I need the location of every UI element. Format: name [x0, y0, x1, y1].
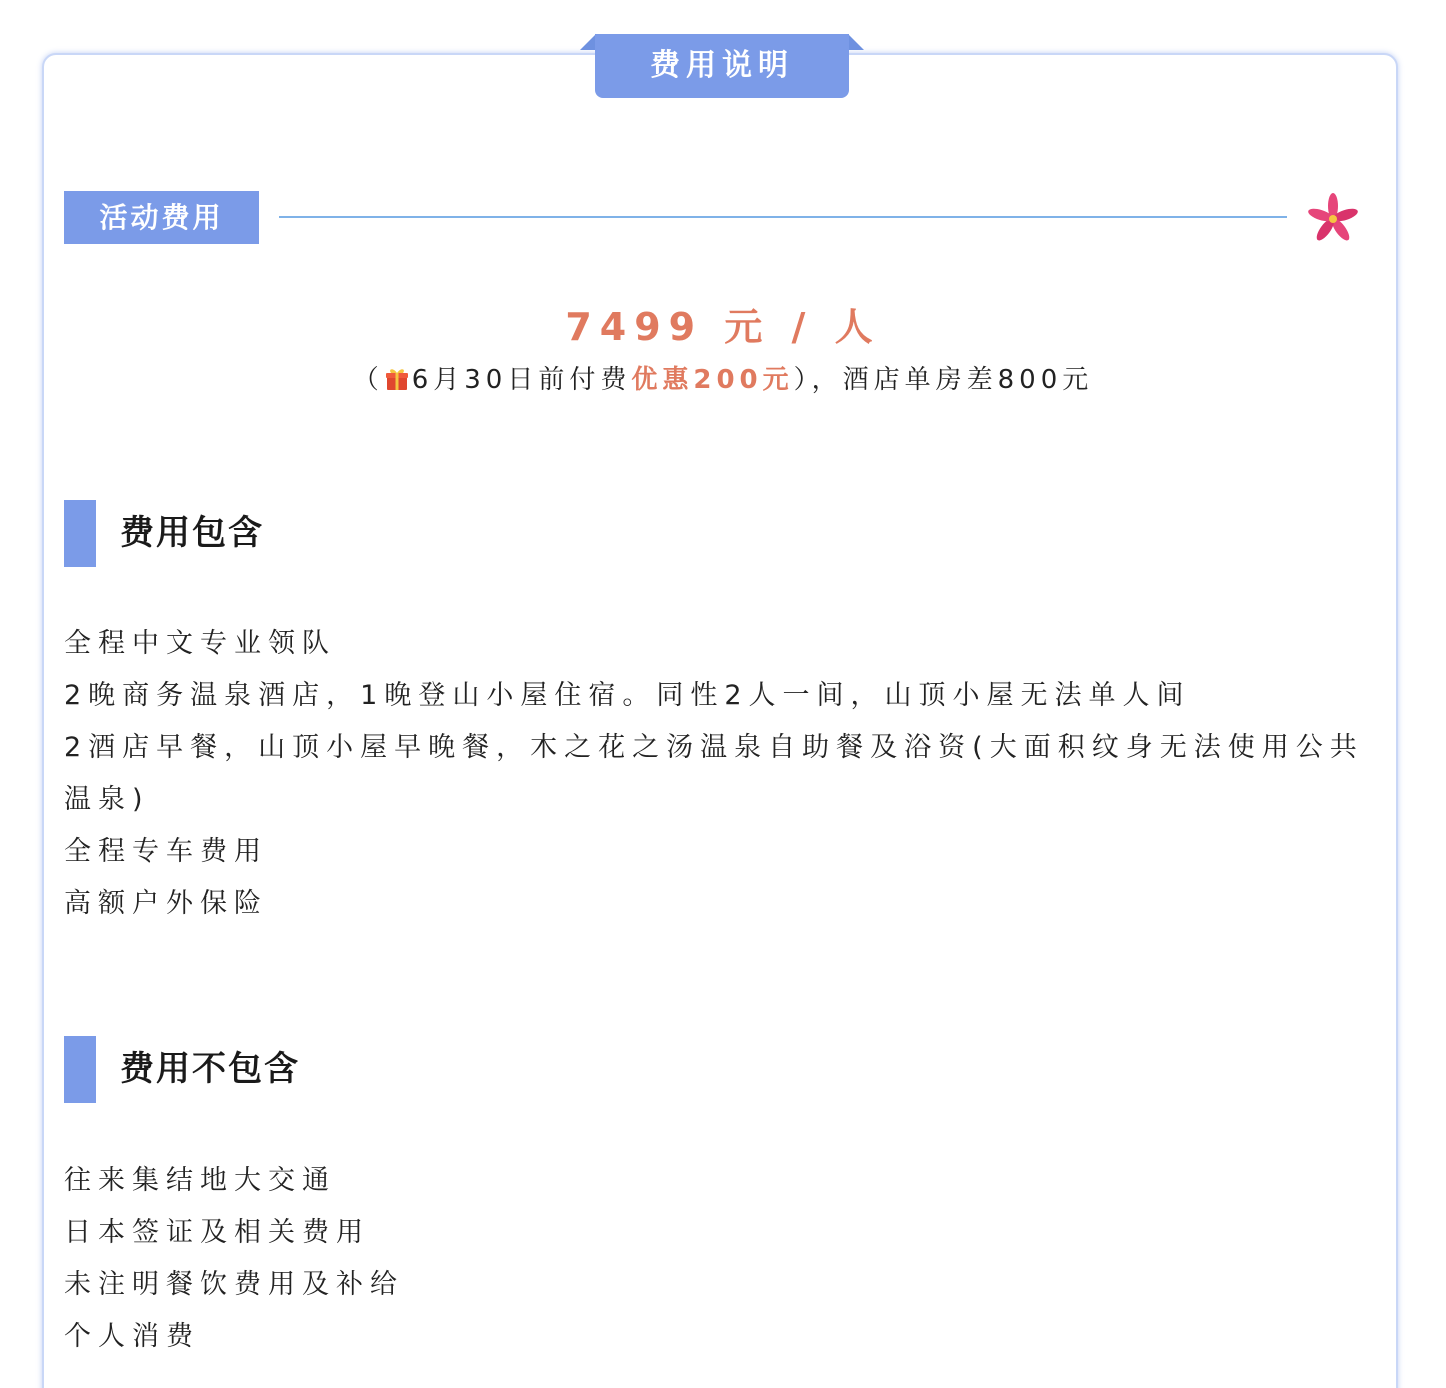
price-note: [0, 359, 1446, 396]
included-list: [64, 618, 1374, 930]
tab-ear-right: [848, 34, 864, 50]
section-divider: [279, 216, 1287, 218]
list-item: 全程专车费用: [64, 836, 268, 867]
included-section-bar: [64, 500, 96, 567]
excluded-section-bar: [64, 1036, 96, 1103]
flower-icon: [1306, 192, 1360, 246]
note-discount: 优惠200元: [631, 365, 794, 395]
list-item: 全程中文专业领队: [64, 628, 336, 659]
excluded-section-title: 费用不包含: [120, 1049, 300, 1089]
list-item: 高额户外保险: [64, 888, 268, 919]
note-date: 6月30日前付费: [411, 365, 632, 395]
list-item: 日本签证及相关费用: [64, 1217, 370, 1248]
price-per-person: 7499 元 / 人: [565, 305, 881, 349]
note-suffix: ），酒店单房差800元: [793, 365, 1094, 395]
list-item: 往来集结地大交通: [64, 1165, 336, 1196]
header-title: 费用说明: [595, 34, 849, 98]
excluded-list: [64, 1155, 1374, 1363]
activity-fee-label: 活动费用: [64, 191, 259, 244]
list-item: 个人消费: [64, 1321, 200, 1352]
tab-ear-left: [580, 34, 596, 50]
gift-icon: [384, 366, 410, 392]
list-item: 未注明餐饮费用及补给: [64, 1269, 404, 1300]
note-prefix: （: [352, 365, 384, 395]
header-tab: [580, 34, 864, 98]
list-item: 2晚商务温泉酒店，1晚登山小屋住宿。同性2人一间，山顶小屋无法单人间: [64, 680, 1191, 711]
included-section-title: 费用包含: [120, 513, 264, 553]
list-item: 2酒店早餐，山顶小屋早晚餐，木之花之汤温泉自助餐及浴资(大面积纹身无法使用公共温泉): [64, 732, 1364, 815]
